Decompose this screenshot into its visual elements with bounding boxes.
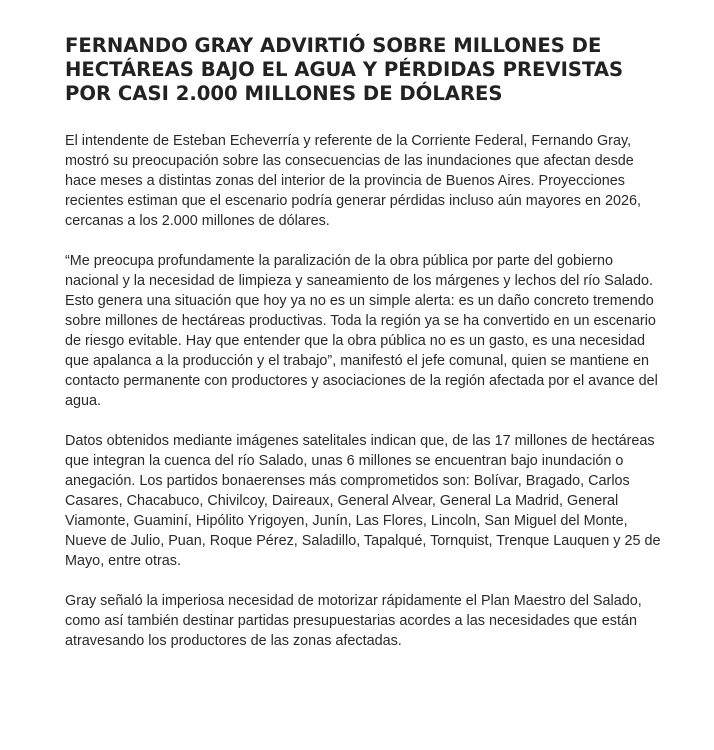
article-paragraph-1: El intendente de Esteban Echeverría y referente de la Corriente Federal, Fernando Gray, mostró su preocupación sobre las consecuencias de las inundaciones que afectan desde hace meses a distintas zonas del interior de la provincia de Buenos Aires. Proyecciones recientes estiman que el escenario podría generar pérdidas incluso aún mayores en 2026, cercanas a los 2.000 millones de dólares.: [65, 133, 641, 229]
article-paragraph-4: Gray señaló la imperiosa necesidad de motorizar rápidamente el Plan Maestro del Salado, como así también destinar partidas presupuestarias acordes a las necesidades que están atravesando los productores de las zonas afectadas.: [65, 593, 642, 649]
article-paragraph-3: Datos obtenidos mediante imágenes satelitales indican que, de las 17 millones de hectáreas que integran la cuenca del río Salado, unas 6 millones se encuentran bajo inundación o anegación. Los partidos bonaerenses más comprometidos son: Bolívar, Bragado, Carlos Casares, Chacabuco, Chivilcoy, Daireaux, General Alvear, General La Madrid, General Viamonte, Guaminí, Hipólito Yrigoyen, Junín, Las Flores, Lincoln, San Miguel del Monte, Nueve de Julio, Puan, Roque Pérez, Saladillo, Tapalqué, Tornquist, Trenque Lauquen y 25 de Mayo, entre otras.: [65, 433, 661, 569]
article-paragraph-2: “Me preocupa profundamente la paralización de la obra pública por parte del gobierno nacional y la necesidad de limpieza y saneamiento de los márgenes y lechos del río Salado. Esto genera una situación que hoy ya no es un simple alerta: es un daño concreto tremendo sobre millones de hectáreas productivas. Toda la región ya se ha convertido en un escenario de riesgo evitable. Hay que entender que la obra pública no es un gasto, es una necesidad que apalanca a la producción y el trabajo”, manifestó el jefe comunal, quien se mantiene en contacto permanente con productores y asociaciones de la región afectada por el avance del agua.: [65, 253, 658, 409]
article-headline: FERNANDO GRAY ADVIRTIÓ SOBRE MILLONES DE HECTÁREAS BAJO EL AGUA Y PÉRDIDAS PREVISTAS POR CASI 2.000 MILLONES DE DÓLARES: [65, 34, 624, 105]
article: [65, 34, 665, 671]
